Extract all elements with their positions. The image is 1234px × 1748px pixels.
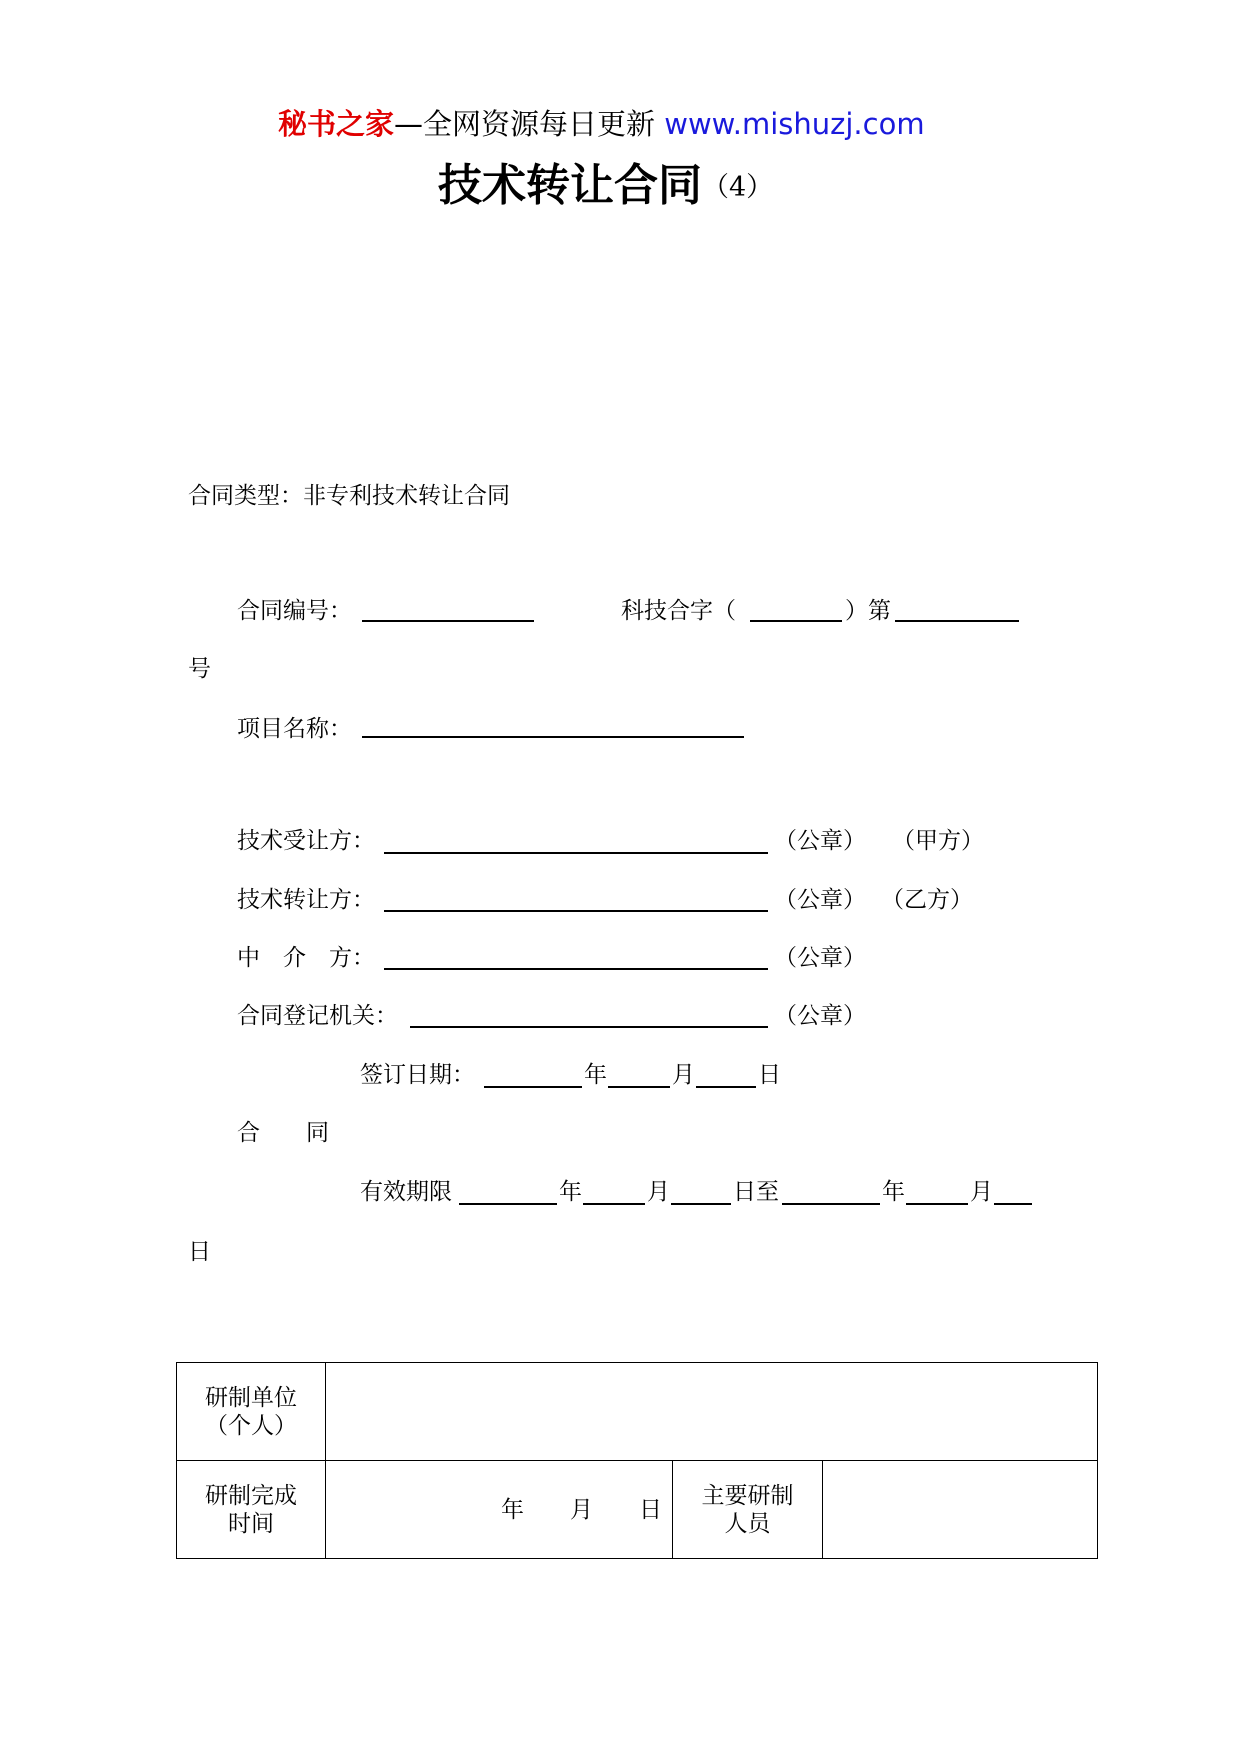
intermediary-seal: （公章） xyxy=(774,945,866,971)
validity-end-month-field[interactable] xyxy=(906,1203,968,1205)
transferee-seal: （公章） xyxy=(774,828,866,854)
validity-end-day-unit: 日 xyxy=(188,1239,211,1265)
sci-tech-number-field[interactable] xyxy=(895,620,1019,622)
dev-unit-line2: （个人） xyxy=(205,1412,297,1439)
banner-tagline: —全网资源每日更新 xyxy=(394,107,656,141)
table-row xyxy=(177,1461,1098,1559)
sign-year-unit: 年 xyxy=(584,1062,607,1088)
validity-start-year-field[interactable] xyxy=(459,1203,557,1205)
transferor-seal: （公章） xyxy=(774,887,866,913)
staff-value-cell[interactable] xyxy=(823,1461,1098,1559)
title-main: 技术转让合同 xyxy=(438,160,702,211)
dev-time-date-placeholder: 年 月 日 xyxy=(501,1496,662,1523)
registry-label: 合同登记机关： xyxy=(237,1003,398,1029)
table-row xyxy=(177,1363,1098,1461)
dev-unit-value-cell[interactable] xyxy=(326,1363,1098,1461)
registry-seal: （公章） xyxy=(774,1003,866,1029)
intermediary-field[interactable] xyxy=(384,968,768,970)
dev-unit-line1: 研制单位 xyxy=(205,1384,297,1411)
contract-no-label: 合同编号： xyxy=(237,598,352,624)
validity-start-day-field[interactable] xyxy=(671,1203,731,1205)
project-name-label: 项目名称： xyxy=(237,716,352,742)
document-title xyxy=(438,158,773,216)
number-suffix: 号 xyxy=(188,656,211,682)
dev-time-label-cell xyxy=(177,1461,326,1559)
development-info-table xyxy=(176,1362,1098,1559)
project-name-field[interactable] xyxy=(362,736,744,738)
validity-to: 日至 xyxy=(733,1179,779,1205)
site-link[interactable]: www.mishuzj.com xyxy=(664,107,925,141)
contract-type: 合同类型：非专利技术转让合同 xyxy=(188,483,510,509)
validity-end-year-field[interactable] xyxy=(782,1203,880,1205)
sign-year-field[interactable] xyxy=(484,1086,582,1088)
dev-unit-label-cell xyxy=(177,1363,326,1461)
sign-day-unit: 日 xyxy=(758,1062,781,1088)
contract-no-field[interactable] xyxy=(362,620,534,622)
registry-field[interactable] xyxy=(410,1026,768,1028)
validity-end-day-field[interactable] xyxy=(994,1203,1032,1205)
validity-start-month-field[interactable] xyxy=(583,1203,645,1205)
contract-label: 合 同 xyxy=(237,1120,329,1146)
transferee-label: 技术受让方： xyxy=(237,828,375,854)
sign-day-field[interactable] xyxy=(696,1086,756,1088)
validity-end-month-unit: 月 xyxy=(970,1179,993,1205)
dev-time-value-cell[interactable] xyxy=(326,1461,673,1559)
sci-tech-mid: ）第 xyxy=(845,598,891,624)
intermediary-label: 中 介 方： xyxy=(237,945,375,971)
validity-end-year-unit: 年 xyxy=(882,1179,905,1205)
validity-label: 有效期限 xyxy=(360,1179,452,1205)
staff-line1: 主要研制 xyxy=(701,1482,794,1509)
dev-time-line2: 时间 xyxy=(228,1510,274,1537)
sign-month-field[interactable] xyxy=(608,1086,670,1088)
sign-month-unit: 月 xyxy=(672,1062,695,1088)
staff-label-cell xyxy=(673,1461,823,1559)
sci-tech-prefix: 科技合字（ xyxy=(621,598,736,624)
staff-line2: 人员 xyxy=(724,1510,771,1537)
transferor-label: 技术转让方： xyxy=(237,887,375,913)
dev-time-line1: 研制完成 xyxy=(205,1482,297,1509)
party-a: （甲方） xyxy=(892,828,984,854)
sign-date-label: 签订日期： xyxy=(360,1062,475,1088)
header-banner xyxy=(278,104,925,144)
sci-tech-code-field[interactable] xyxy=(750,620,842,622)
title-number: （4） xyxy=(702,172,774,203)
party-b: （乙方） xyxy=(881,887,973,913)
brand-name: 秘书之家 xyxy=(278,107,395,141)
validity-start-year-unit: 年 xyxy=(559,1179,582,1205)
transferor-field[interactable] xyxy=(384,910,768,912)
validity-start-month-unit: 月 xyxy=(647,1179,670,1205)
transferee-field[interactable] xyxy=(384,852,768,854)
